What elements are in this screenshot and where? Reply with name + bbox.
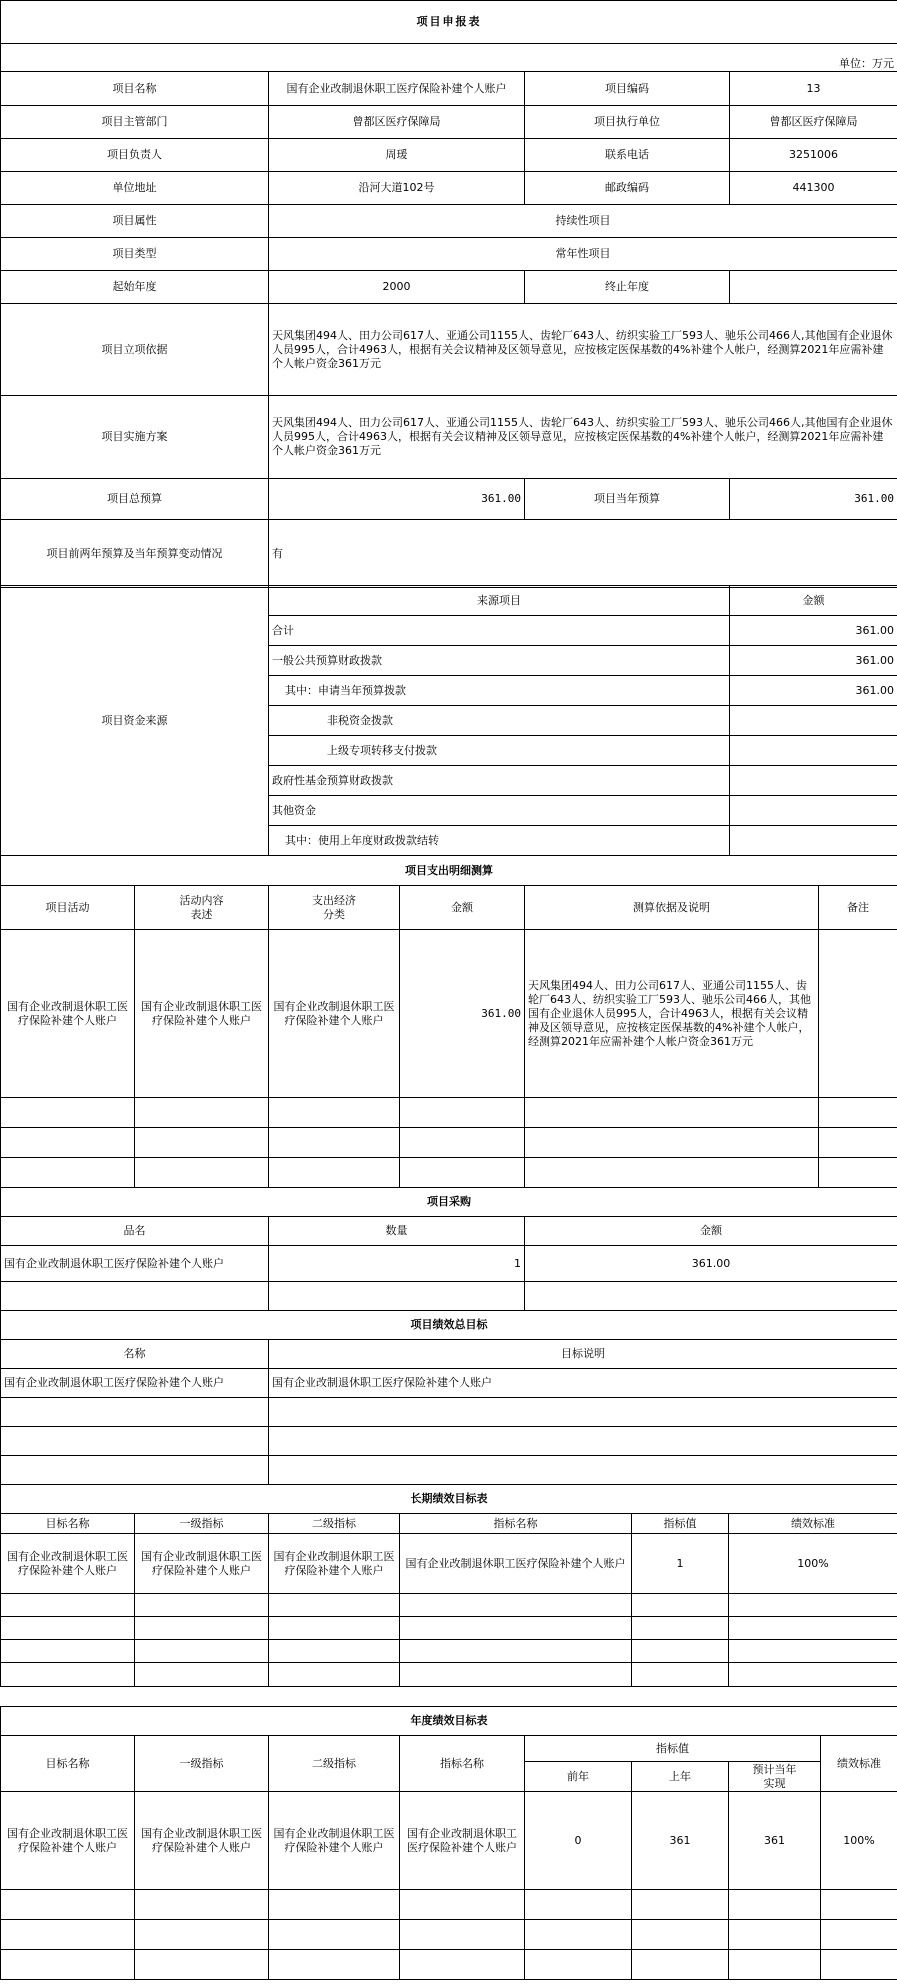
purchase-amount: 361.00 [525, 1246, 897, 1282]
funding-source-amount: 361.00 [730, 676, 897, 706]
exec-unit-value: 曾都区医疗保障局 [730, 106, 897, 139]
purchase-qty: 1 [269, 1246, 525, 1282]
annual-table [0, 1706, 897, 1980]
annual-header: 指标名称 [400, 1736, 525, 1792]
annual-prev1: 361 [632, 1792, 729, 1890]
long-term-header: 二级指标 [269, 1514, 400, 1534]
long-term-empty-row [1, 1617, 897, 1640]
exec-unit-label: 项目执行单位 [525, 106, 730, 139]
expense-amount: 361.00 [400, 930, 525, 1098]
long-term-level1: 国有企业改制退休职工医疗保险补建个人账户 [135, 1534, 269, 1594]
expense-empty-row [1, 1098, 897, 1128]
funding-source-name: 合计 [269, 616, 730, 646]
annual-header: 二级指标 [269, 1736, 400, 1792]
long-term-header: 指标值 [632, 1514, 729, 1534]
funding-table [0, 585, 897, 856]
expense-header: 备注 [819, 886, 897, 930]
annual-target: 国有企业改制退休职工医疗保险补建个人账户 [1, 1792, 135, 1890]
purchase-header: 金额 [525, 1217, 897, 1246]
expense-note [819, 930, 897, 1098]
owner-value: 周瑗 [269, 139, 525, 172]
expense-row [1, 930, 897, 1098]
type-label: 项目类型 [1, 238, 269, 271]
expense-empty-row [1, 1158, 897, 1188]
unit-label: 单位：万元 [1, 44, 897, 72]
year-budget-value: 361.00 [730, 479, 897, 520]
expense-activity: 国有企业改制退休职工医疗保险补建个人账户 [1, 930, 135, 1098]
expense-section-title: 项目支出明细测算 [1, 856, 897, 886]
funding-source-name: 一般公共预算财政拨款 [269, 646, 730, 676]
phone-label: 联系电话 [525, 139, 730, 172]
funding-source-amount [730, 766, 897, 796]
perf-total-empty-row [1, 1427, 897, 1456]
long-term-value: 1 [632, 1534, 729, 1594]
long-term-standard: 100% [729, 1534, 897, 1594]
expense-header: 金额 [400, 886, 525, 930]
perf-total-empty-row [1, 1398, 897, 1427]
annual-header: 指标值 [525, 1736, 821, 1762]
long-term-empty-row [1, 1640, 897, 1663]
plan-value: 天风集团494人、田力公司617人、亚通公司1155人、齿轮厂643人、纺织实验工厂593人、驰乐公司466人,其他国有企业退休人员995人，合计4963人，根据有关会议精神及区领导意见，应按核定医保基数的4%补建个人帐户，经测算2021年应需补建个人帐户资金361万元 [269, 396, 897, 479]
address-value: 沿河大道102号 [269, 172, 525, 205]
plan-label: 项目实施方案 [1, 396, 269, 479]
annual-row [1, 1792, 897, 1890]
basis-label: 项目立项依据 [1, 304, 269, 396]
expense-content: 国有企业改制退休职工医疗保险补建个人账户 [135, 930, 269, 1098]
long-term-header: 一级指标 [135, 1514, 269, 1534]
project-code-label: 项目编码 [525, 72, 730, 106]
long-term-header: 目标名称 [1, 1514, 135, 1534]
long-term-row [1, 1534, 897, 1594]
annual-header: 绩效标准 [821, 1736, 897, 1792]
project-name-label: 项目名称 [1, 72, 269, 106]
attr-label: 项目属性 [1, 205, 269, 238]
perf-total-section-title: 项目绩效总目标 [1, 1311, 897, 1340]
long-term-level2: 国有企业改制退休职工医疗保险补建个人账户 [269, 1534, 400, 1594]
funding-source-name: 非税资金拨款 [269, 706, 730, 736]
expense-header: 支出经济 分类 [269, 886, 400, 930]
long-term-empty-row [1, 1594, 897, 1617]
budget-change-label: 项目前两年预算及当年预算变动情况 [1, 520, 269, 588]
page-title: 项目申报表 [1, 1, 897, 44]
funding-source-amount [730, 826, 897, 856]
expense-header: 测算依据及说明 [525, 886, 819, 930]
annual-level1: 国有企业改制退休职工医疗保险补建个人账户 [135, 1792, 269, 1890]
purchase-row [1, 1246, 897, 1282]
purchase-header: 数量 [269, 1217, 525, 1246]
perf-total-empty-row [1, 1456, 897, 1485]
annual-subheader: 上年 [632, 1762, 729, 1792]
zip-label: 邮政编码 [525, 172, 730, 205]
annual-level2: 国有企业改制退休职工医疗保险补建个人账户 [269, 1792, 400, 1890]
funding-source-amount [730, 796, 897, 826]
funding-amount-header: 金额 [730, 586, 897, 616]
purchase-section-title: 项目采购 [1, 1188, 897, 1217]
project-code-value: 13 [730, 72, 897, 106]
purchase-header: 品名 [1, 1217, 269, 1246]
start-year-value: 2000 [269, 271, 525, 304]
dept-value: 曾都区医疗保障局 [269, 106, 525, 139]
dept-label: 项目主管部门 [1, 106, 269, 139]
expense-category: 国有企业改制退休职工医疗保险补建个人账户 [269, 930, 400, 1098]
long-term-header: 指标名称 [400, 1514, 632, 1534]
funding-source-name: 其中：使用上年度财政拨款结转 [269, 826, 730, 856]
purchase-item-name: 国有企业改制退休职工医疗保险补建个人账户 [1, 1246, 269, 1282]
start-year-label: 起始年度 [1, 271, 269, 304]
perf-total-header: 目标说明 [269, 1340, 897, 1369]
funding-source-name: 政府性基金预算财政拨款 [269, 766, 730, 796]
end-year-label: 终止年度 [525, 271, 730, 304]
expense-header: 活动内容 表述 [135, 886, 269, 930]
purchase-table [0, 1187, 897, 1311]
funding-source-amount: 361.00 [730, 616, 897, 646]
end-year-value [730, 271, 897, 304]
project-name-value: 国有企业改制退休职工医疗保险补建个人账户 [269, 72, 525, 106]
perf-total-row [1, 1369, 897, 1398]
funding-source-name: 其他资金 [269, 796, 730, 826]
annual-expected: 361 [729, 1792, 821, 1890]
annual-header: 一级指标 [135, 1736, 269, 1792]
perf-total-header: 名称 [1, 1340, 269, 1369]
perf-total-desc: 国有企业改制退休职工医疗保险补建个人账户 [269, 1369, 897, 1398]
year-budget-label: 项目当年预算 [525, 479, 730, 520]
annual-empty-row [1, 1890, 897, 1920]
attr-value: 持续性项目 [269, 205, 897, 238]
long-term-target: 国有企业改制退休职工医疗保险补建个人账户 [1, 1534, 135, 1594]
funding-source-amount [730, 706, 897, 736]
funding-source-name: 上级专项转移支付拨款 [269, 736, 730, 766]
funding-source-amount [730, 736, 897, 766]
annual-header: 目标名称 [1, 1736, 135, 1792]
annual-prev2: 0 [525, 1792, 632, 1890]
phone-value: 3251006 [730, 139, 897, 172]
annual-section-title: 年度绩效目标表 [1, 1707, 897, 1736]
annual-empty-row [1, 1920, 897, 1950]
owner-label: 项目负责人 [1, 139, 269, 172]
budget-change-value: 有 [269, 520, 897, 588]
annual-subheader: 前年 [525, 1762, 632, 1792]
annual-subheader: 预计当年 实现 [729, 1762, 821, 1792]
long-term-header: 绩效标准 [729, 1514, 897, 1534]
long-term-table [0, 1484, 897, 1687]
perf-total-table [0, 1310, 897, 1485]
long-term-section-title: 长期绩效目标表 [1, 1485, 897, 1514]
funding-source-name: 其中：申请当年预算拨款 [269, 676, 730, 706]
total-budget-value: 361.00 [269, 479, 525, 520]
purchase-empty-row [1, 1282, 897, 1311]
long-term-empty-row [1, 1663, 897, 1687]
basic-info-table [0, 0, 897, 588]
funding-source-amount: 361.00 [730, 646, 897, 676]
expense-empty-row [1, 1128, 897, 1158]
basis-value: 天风集团494人、田力公司617人、亚通公司1155人、齿轮厂643人、纺织实验工厂593人、驰乐公司466人,其他国有企业退休人员995人，合计4963人，根据有关会议精神及区领导意见，应按核定医保基数的4%补建个人帐户，经测算2021年应需补建个人帐户资金361万元 [269, 304, 897, 396]
funding-source-header: 来源项目 [269, 586, 730, 616]
type-value: 常年性项目 [269, 238, 897, 271]
expense-basis: 天风集团494人、田力公司617人、亚通公司1155人、齿轮厂643人、纺织实验工厂593人、驰乐公司466人，其他国有企业退休人员995人，合计4963人，根据有关会议精神及区领导意见，应按核定医保基数的4%补建个人帐户，经测算2021年应需补建个人帐户资金361万元 [525, 930, 819, 1098]
expense-header: 项目活动 [1, 886, 135, 930]
long-term-indicator: 国有企业改制退休职工医疗保险补建个人账户 [400, 1534, 632, 1594]
annual-standard: 100% [821, 1792, 897, 1890]
annual-empty-row [1, 1950, 897, 1980]
address-label: 单位地址 [1, 172, 269, 205]
perf-total-name: 国有企业改制退休职工医疗保险补建个人账户 [1, 1369, 269, 1398]
total-budget-label: 项目总预算 [1, 479, 269, 520]
expense-table [0, 855, 897, 1188]
zip-value: 441300 [730, 172, 897, 205]
funding-label: 项目资金来源 [1, 586, 269, 856]
annual-indicator: 国有企业改制退休职工医疗保险补建个人账户 [400, 1792, 525, 1890]
